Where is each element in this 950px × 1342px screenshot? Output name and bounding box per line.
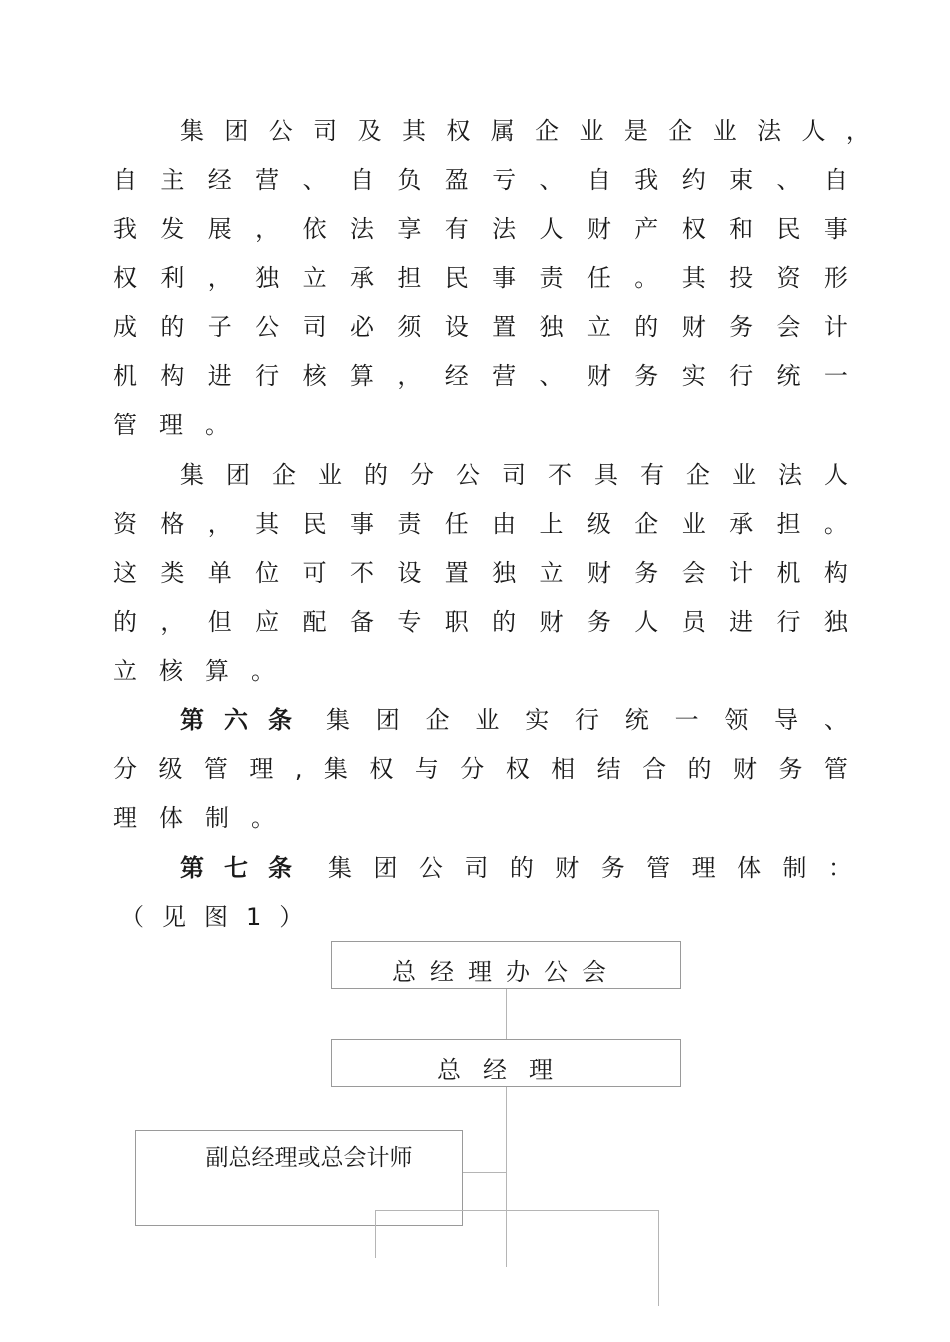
text-char: 务	[586, 608, 611, 636]
text-char: 企	[668, 117, 693, 145]
text-char: 资	[113, 510, 137, 538]
text-char: 集	[180, 117, 204, 145]
text-char: 事	[823, 215, 848, 243]
text-char: 机	[113, 362, 137, 390]
text-char: ，	[207, 510, 232, 538]
org-box-deputy-gm-or-cfo	[135, 1130, 463, 1226]
text-char: 司	[302, 313, 327, 341]
paragraph-1-line-2	[113, 156, 848, 205]
text-char: 财	[555, 854, 580, 882]
text-char: 依	[302, 215, 327, 243]
text-char: 企	[272, 461, 296, 489]
paragraph-1-line-4	[113, 254, 848, 303]
text-char: 分	[410, 461, 434, 489]
text-char: 、	[539, 166, 564, 194]
text-char: 须	[397, 313, 422, 341]
text-char: 具	[594, 461, 618, 489]
connector-line	[506, 989, 507, 1039]
text-char: 人	[801, 117, 826, 145]
text-char: ，	[845, 117, 870, 145]
text-char: 统	[624, 706, 649, 734]
connector-line	[658, 1210, 659, 1306]
text-char: 、	[776, 166, 801, 194]
text-char: 类	[160, 559, 185, 587]
connector-line	[375, 1210, 659, 1211]
org-box-general-manager-office-label: 总经理办公会	[392, 958, 620, 986]
text-char: 行	[255, 362, 280, 390]
text-char: 、	[823, 706, 848, 734]
paragraph-2-line-4	[113, 598, 848, 647]
text-char: 司	[502, 461, 526, 489]
text-char: 格	[160, 510, 185, 538]
text-char: 我	[634, 166, 659, 194]
text-char: 。	[634, 264, 659, 292]
article-6-line-3: 理体制。	[113, 804, 297, 832]
article-6-line-2	[113, 745, 848, 794]
text-char: 主	[160, 166, 185, 194]
text-char: 营	[255, 166, 280, 194]
text-char: 一	[674, 706, 699, 734]
text-char: 进	[207, 362, 232, 390]
text-char: 级	[586, 510, 611, 538]
text-char: 财	[586, 215, 611, 243]
connector-line	[463, 1172, 506, 1173]
text-char: 的	[492, 608, 517, 636]
text-char: ，	[397, 362, 422, 390]
text-char: 管	[646, 854, 671, 882]
paragraph-1-line-3	[113, 205, 848, 254]
text-char: 公	[456, 461, 480, 489]
text-char: 立	[539, 559, 564, 587]
text-char: 团	[375, 706, 400, 734]
text-char: 集	[328, 854, 352, 882]
text-char: 负	[397, 166, 422, 194]
text-char: 其	[255, 510, 280, 538]
text-char: 利	[160, 264, 185, 292]
text-char: 其	[401, 117, 426, 145]
text-char: 责	[397, 510, 422, 538]
text-char: 理	[691, 854, 716, 882]
text-char: 人	[634, 608, 659, 636]
text-char: 业	[318, 461, 342, 489]
text-char: 导	[774, 706, 799, 734]
text-char: 束	[729, 166, 754, 194]
text-char: 置	[492, 313, 517, 341]
text-char: 行	[574, 706, 599, 734]
text-char: 团	[226, 461, 250, 489]
text-char: 、	[539, 362, 564, 390]
text-char: 子	[207, 313, 232, 341]
text-char: 结	[596, 755, 621, 783]
paragraph-2-line-5: 立核算。	[113, 657, 297, 685]
text-char: 构	[823, 559, 848, 587]
text-char: 行	[776, 608, 801, 636]
text-char: 经	[444, 362, 469, 390]
text-char: 合	[642, 755, 667, 783]
text-char: 理	[249, 755, 274, 783]
text-char: 发	[160, 215, 185, 243]
text-char: 人	[824, 461, 848, 489]
text-char: 法	[492, 215, 517, 243]
text-char: 担	[397, 264, 422, 292]
connector-line	[375, 1210, 376, 1258]
text-char: 行	[729, 362, 754, 390]
text-char: 备	[349, 608, 374, 636]
text-char: ，	[160, 608, 185, 636]
text-char: 机	[776, 559, 801, 587]
text-char: 业	[681, 510, 706, 538]
text-char: 公	[255, 313, 280, 341]
text-char: 财	[681, 313, 706, 341]
text-char: 级	[158, 755, 183, 783]
text-char: 民	[302, 510, 327, 538]
text-char: 统	[776, 362, 801, 390]
text-char: 公	[268, 117, 293, 145]
text-char: 必	[349, 313, 374, 341]
text-char: 的	[509, 854, 534, 882]
text-char: 投	[729, 264, 754, 292]
text-char: 相	[551, 755, 576, 783]
text-char: 应	[255, 608, 280, 636]
article-6-label: 第六条	[180, 706, 312, 734]
text-char: 担	[776, 510, 801, 538]
text-char: 权	[369, 755, 394, 783]
text-char: 业	[732, 461, 756, 489]
text-char: 权	[113, 264, 137, 292]
text-char: 有	[640, 461, 664, 489]
text-char: 这	[113, 559, 137, 587]
article-7-line-1	[180, 844, 852, 893]
text-char: 权	[505, 755, 530, 783]
paragraph-1-line-1-text	[180, 107, 870, 156]
text-char: 置	[444, 559, 469, 587]
text-char: 是	[623, 117, 648, 145]
text-char: 企	[634, 510, 659, 538]
text-char: 承	[729, 510, 754, 538]
text-char: 业	[712, 117, 737, 145]
article-7-line-2: （见图1）	[120, 903, 322, 931]
text-char: 务	[600, 854, 625, 882]
text-char: 法	[778, 461, 802, 489]
text-char: 企	[425, 706, 450, 734]
text-char: 不	[548, 461, 572, 489]
text-char: 有	[444, 215, 469, 243]
text-char: 分	[113, 755, 137, 783]
text-char: 分	[460, 755, 485, 783]
text-char: 制	[782, 854, 807, 882]
text-char: 经	[207, 166, 232, 194]
text-char: 的	[687, 755, 712, 783]
text-char: 集	[180, 461, 204, 489]
text-char: 承	[349, 264, 374, 292]
text-char: 务	[778, 755, 803, 783]
text-char: 公	[418, 854, 443, 882]
text-char: 由	[492, 510, 517, 538]
text-char: 务	[729, 313, 754, 341]
paragraph-1-line-5	[113, 303, 848, 352]
text-char: 进	[729, 608, 754, 636]
text-char: ，	[255, 215, 280, 243]
paragraph-1-line-7: 管理。	[113, 411, 251, 439]
article-7-label: 第七条	[180, 854, 312, 882]
text-char: 独	[539, 313, 564, 341]
text-char: 自	[586, 166, 611, 194]
text-char: 法	[757, 117, 782, 145]
paragraph-2-line-3	[113, 549, 848, 598]
text-char: 自	[823, 166, 848, 194]
text-char: ,	[294, 755, 303, 783]
text-char: 展	[207, 215, 232, 243]
text-char: 企	[686, 461, 710, 489]
text-char: 上	[539, 510, 564, 538]
text-char: 构	[160, 362, 185, 390]
paragraph-2-line-1	[180, 451, 848, 500]
text-char: 配	[302, 608, 327, 636]
text-char: 资	[776, 264, 801, 292]
text-char: 事	[349, 510, 374, 538]
text-char: 人	[539, 215, 564, 243]
text-char: 会	[776, 313, 801, 341]
text-char: 务	[634, 559, 659, 587]
text-char: 的	[364, 461, 388, 489]
text-char: 责	[539, 264, 564, 292]
text-char: 权	[446, 117, 471, 145]
text-char: 及	[357, 117, 382, 145]
text-char: 其	[681, 264, 706, 292]
text-char: 管	[203, 755, 228, 783]
text-char: 营	[492, 362, 517, 390]
org-box-general-manager	[331, 1039, 681, 1087]
text-char: 独	[255, 264, 280, 292]
text-char: 的	[160, 313, 185, 341]
text-char: 职	[444, 608, 469, 636]
text-char: 设	[397, 559, 422, 587]
text-char: 单	[207, 559, 232, 587]
text-char: 民	[444, 264, 469, 292]
paragraph-2-line-2	[113, 500, 848, 549]
article-6-line-1	[180, 696, 848, 745]
text-char: 财	[586, 559, 611, 587]
text-char: 我	[113, 215, 137, 243]
text-char: 的	[113, 608, 137, 636]
text-char: 亏	[492, 166, 517, 194]
text-char: 享	[397, 215, 422, 243]
org-box-general-manager-label: 总经理	[437, 1056, 575, 1084]
text-char: 团	[373, 854, 398, 882]
text-char: 实	[525, 706, 550, 734]
text-char: 。	[823, 510, 848, 538]
text-char: 司	[464, 854, 489, 882]
text-char: 集	[323, 755, 348, 783]
text-char: 不	[349, 559, 374, 587]
text-char: 法	[349, 215, 374, 243]
text-char: 产	[634, 215, 659, 243]
text-char: 一	[823, 362, 848, 390]
connector-line	[506, 1087, 507, 1267]
text-char: 体	[737, 854, 762, 882]
text-char: 业	[579, 117, 604, 145]
text-char: 形	[823, 264, 848, 292]
text-char: 盈	[444, 166, 469, 194]
text-char: 设	[444, 313, 469, 341]
text-char: 算	[349, 362, 374, 390]
org-box-general-manager-office	[331, 941, 681, 989]
text-char: ，	[207, 264, 232, 292]
text-char: 成	[113, 313, 137, 341]
text-char: 会	[681, 559, 706, 587]
text-char: 事	[492, 264, 517, 292]
text-char: 管	[823, 755, 848, 783]
org-box-deputy-gm-or-cfo-label: 副总经理或总会计师	[205, 1145, 413, 1171]
text-char: 计	[823, 313, 848, 341]
text-char: 立	[586, 313, 611, 341]
text-char: 务	[634, 362, 659, 390]
text-char: 可	[302, 559, 327, 587]
text-char: 司	[313, 117, 338, 145]
text-char: 自	[349, 166, 374, 194]
text-char: 财	[539, 608, 564, 636]
text-char: 、	[302, 166, 327, 194]
text-char: 位	[255, 559, 280, 587]
text-char: 的	[634, 313, 659, 341]
text-char: 集	[326, 706, 350, 734]
text-char: 核	[302, 362, 327, 390]
text-char: 民	[776, 215, 801, 243]
text-char: 业	[475, 706, 500, 734]
text-char: 财	[586, 362, 611, 390]
text-char: 团	[224, 117, 249, 145]
text-char: 任	[444, 510, 469, 538]
text-char: 企	[535, 117, 560, 145]
text-char: 和	[729, 215, 754, 243]
text-char: 属	[490, 117, 515, 145]
text-char: 任	[586, 264, 611, 292]
paragraph-1-line-6	[113, 352, 848, 401]
text-char: 专	[397, 608, 422, 636]
text-char: 约	[681, 166, 706, 194]
text-char: 实	[681, 362, 706, 390]
text-char: 与	[414, 755, 439, 783]
text-char: 员	[681, 608, 706, 636]
text-char: 立	[302, 264, 327, 292]
text-char: 领	[724, 706, 749, 734]
text-char: 独	[492, 559, 517, 587]
paragraph-1-line-1	[180, 107, 870, 156]
text-char: 自	[113, 166, 137, 194]
text-char: 独	[823, 608, 848, 636]
text-char: 权	[681, 215, 706, 243]
text-char: 财	[732, 755, 757, 783]
text-char: ：	[827, 854, 852, 882]
text-char: 但	[207, 608, 232, 636]
text-char: 计	[729, 559, 754, 587]
